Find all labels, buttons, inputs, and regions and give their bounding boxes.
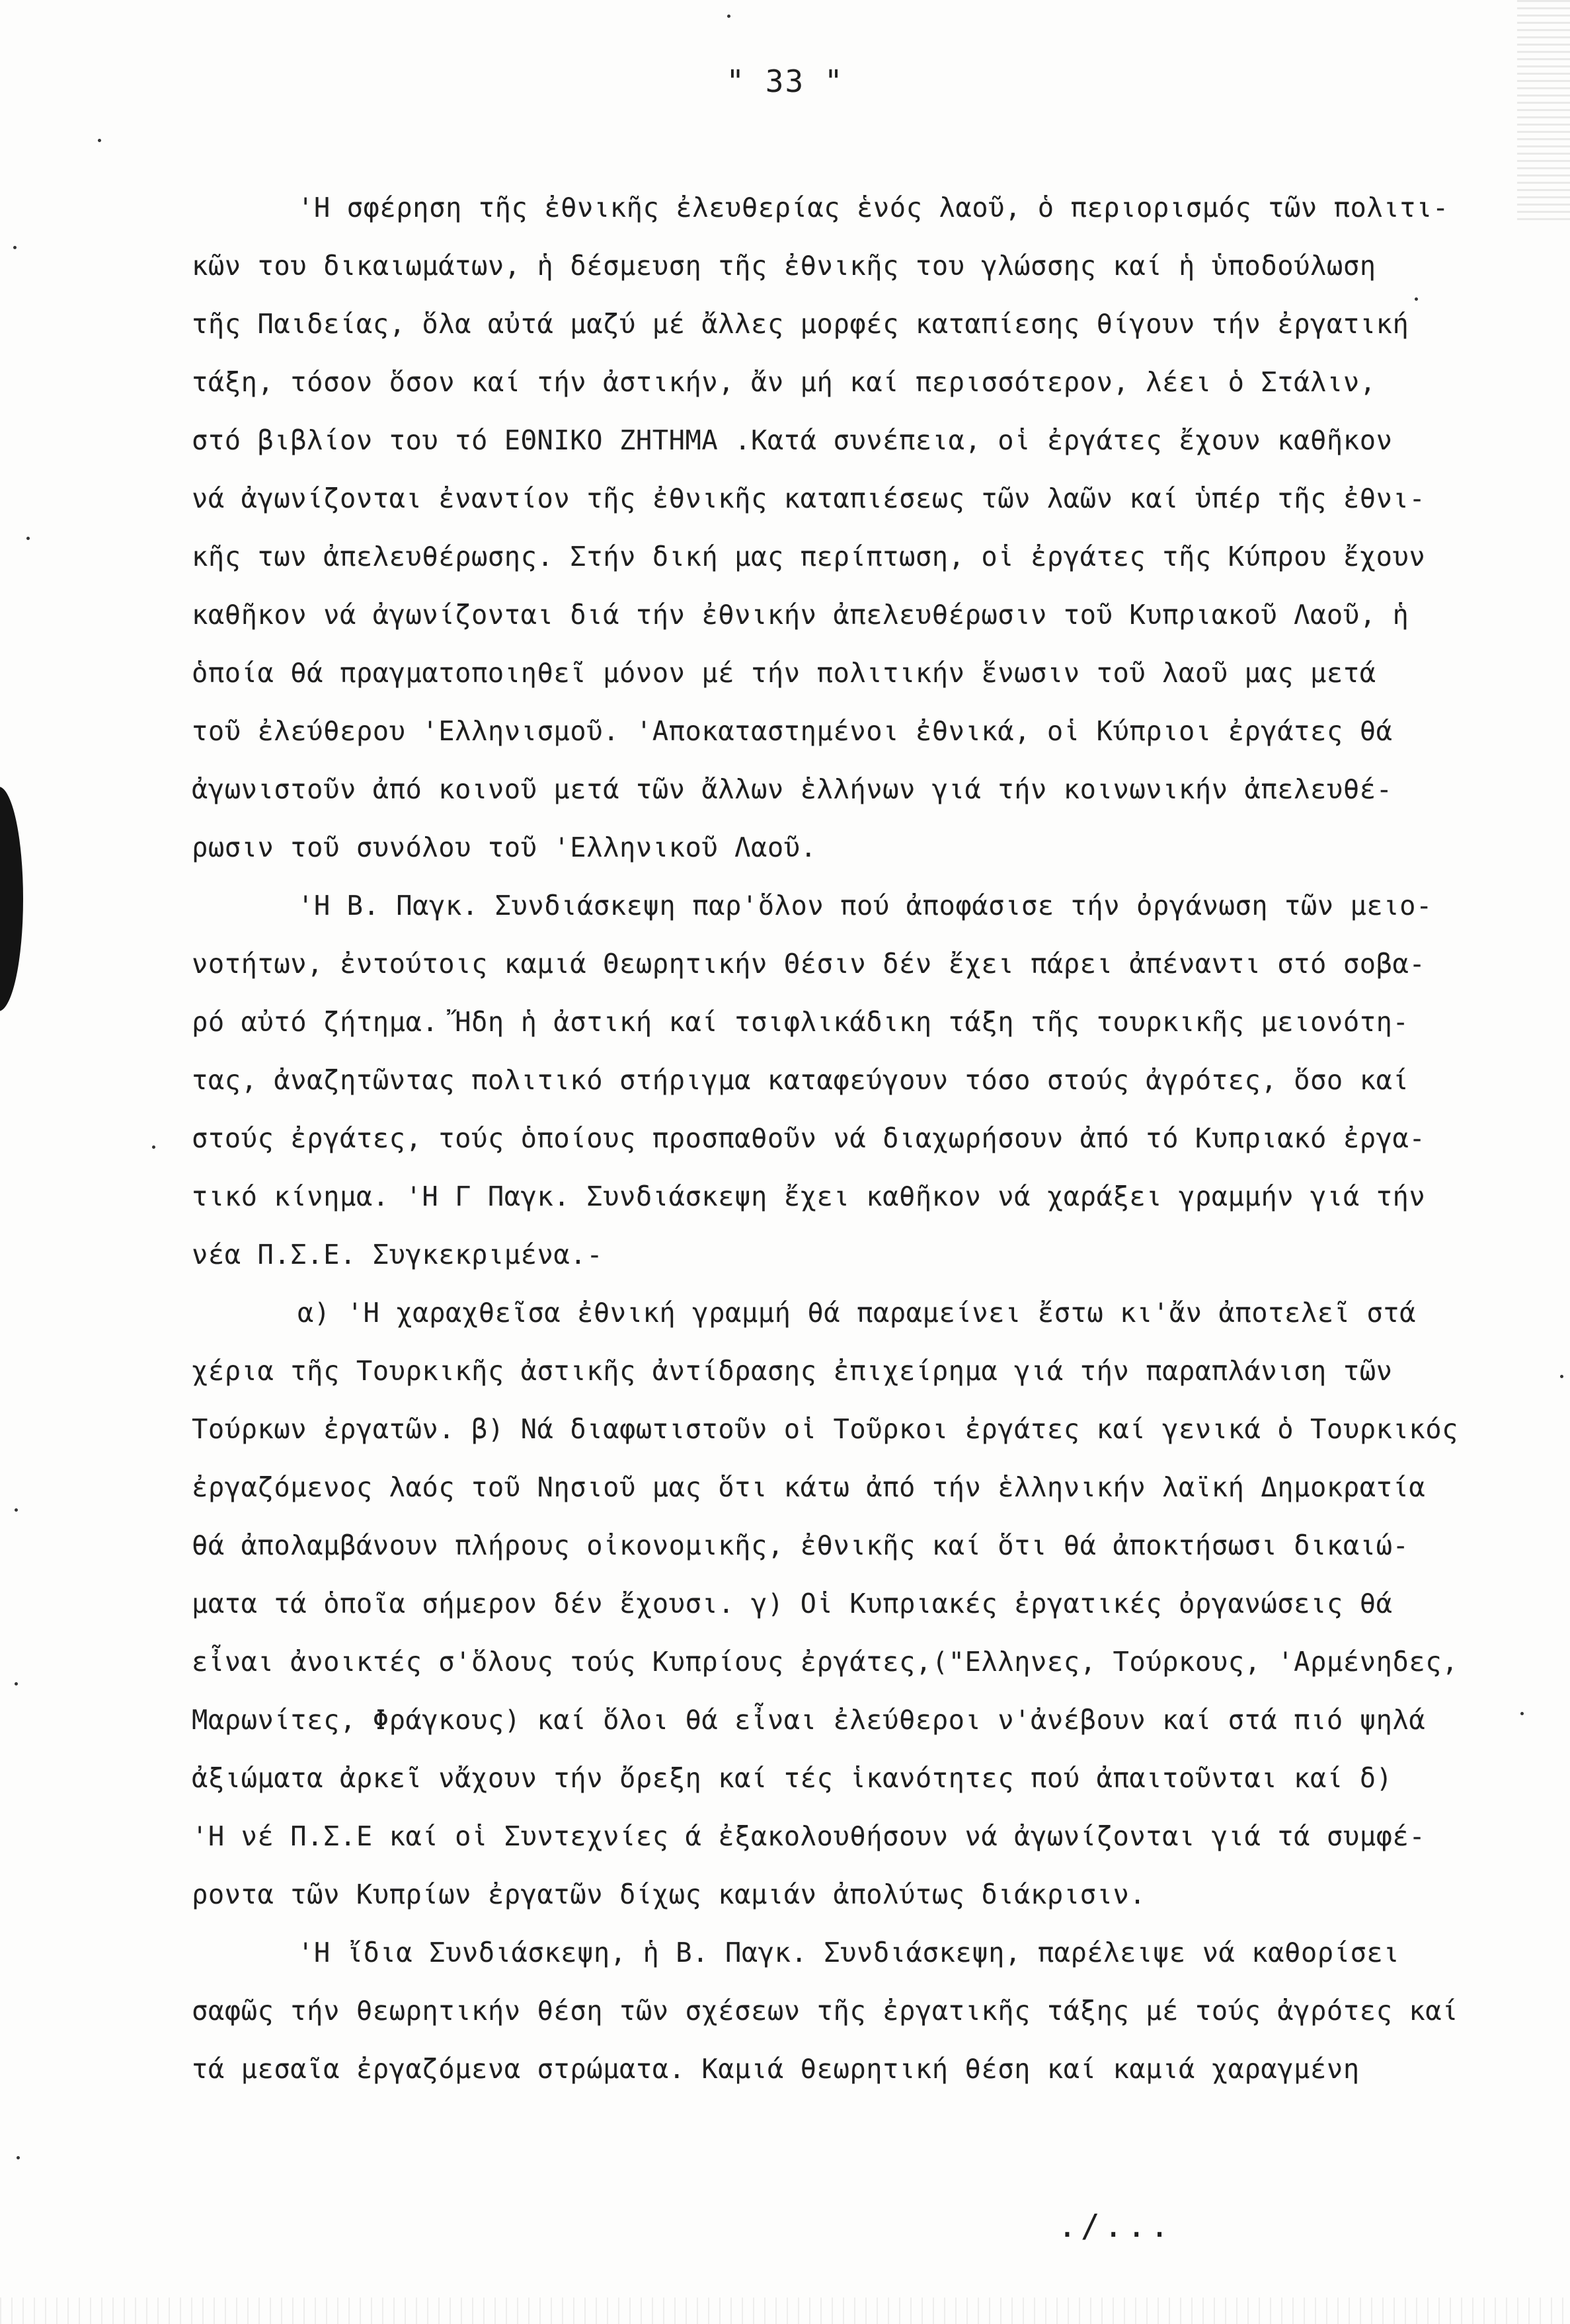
scan-edge-noise (1517, 0, 1570, 225)
text-line: τικό κίνημα. 'Η Γ Παγκ. Συνδιάσκεψη ἔχει καθῆκον νά χαράξει γραμμήν γιά τήν (192, 1181, 1426, 1212)
text-line: Τούρκων ἐργατῶν. β) Νά διαφωτιστοῦν οἱ Τοῦρκοι ἐργάτες καί γενικά ὁ Τουρκικός (192, 1413, 1458, 1445)
paragraph-minorities (192, 876, 1501, 1284)
text-line: νοτήτων, ἐντούτοις καμιά Θεωρητικήν Θέσιν δέν ἔχει πάρει ἀπέναντι στό σοβα- (192, 948, 1426, 980)
scan-speck (17, 2156, 20, 2159)
text-line: ἐργαζόμενος λαός τοῦ Νησιοῦ μας ὅτι κάτω ἀπό τήν ἑλληνικήν λαϊκή Δημοκρατία (192, 1471, 1426, 1503)
text-line: τάξη, τόσον ὅσον καί τήν ἀστικήν, ἄν μή καί περισσότερον, λέει ὁ Στάλιν, (192, 366, 1376, 398)
text-line: καθῆκον νά ἀγωνίζονται διά τήν ἐθνικήν ἀπελευθέρωσιν τοῦ Κυπριακοῦ Λαοῦ, ἡ (192, 599, 1409, 631)
text-line: 'Η Β. Παγκ. Συνδιάσκεψη παρ'ὅλον πού ἀποφάσισε τήν ὀργάνωση τῶν μειο- (297, 890, 1433, 921)
text-line: κῆς των ἀπελευθέρωσης. Στήν δική μας περίπτωση, οἱ ἐργάτες τῆς Κύπρου ἔχουν (192, 541, 1426, 572)
text-line: ὁποία θά πραγματοποιηθεῖ μόνον μέ τήν πολιτικήν ἕνωσιν τοῦ λαοῦ μας μετά (192, 657, 1376, 689)
text-line: νά ἀγωνίζονται ἐναντίον τῆς ἐθνικῆς καταπιέσεως τῶν λαῶν καί ὑπέρ τῆς ἐθνι- (192, 483, 1426, 514)
text-line: εἶναι ἀνοικτές σ'ὅλους τούς Κυπρίους ἐργάτες,("Ελληνες, Τούρκους, 'Αρμένηδες, (192, 1646, 1458, 1678)
paragraph-national-freedom (192, 178, 1501, 876)
text-line: 'Η σφέρηση τῆς ἐθνικῆς ἐλευθερίας ἑνός λαοῦ, ὁ περιορισμός τῶν πολιτι- (297, 192, 1449, 223)
text-line: στούς ἐργάτες, τούς ὁποίους προσπαθοῦν νά διαχωρήσουν ἀπό τό Κυπριακό ἐργα- (192, 1122, 1426, 1154)
text-line: χέρια τῆς Τουρκικῆς ἀστικῆς ἀντίδρασης ἐπιχείρημα γιά τήν παραπλάνιση τῶν (192, 1355, 1393, 1387)
scan-speck (15, 1508, 18, 1512)
text-line: Μαρωνίτες, Φράγκους) καί ὅλοι θά εἶναι ἐλεύθεροι ν'ἀνέβουν καί στά πιό ψηλά (192, 1704, 1426, 1736)
text-line: τας, ἀναζητῶντας πολιτικό στήριγμα καταφεύγουν τόσο στούς ἀγρότες, ὅσο καί (192, 1064, 1409, 1096)
page-number: " 33 " (726, 63, 844, 99)
scan-speck (1520, 1712, 1524, 1715)
ink-blot (0, 787, 23, 1011)
scan-speck (1560, 1375, 1563, 1378)
paragraph-class-relations (192, 1923, 1501, 2098)
text-line: τῆς Παιδείας, ὅλα αὐτά μαζύ μέ ἄλλες μορφές καταπίεσης θίγουν τήν ἐργατική (192, 308, 1409, 340)
text-line: στό βιβλίον του τό ΕΘΝΙΚΟ ΖΗΤΗΜΑ .Κατά συνέπεια, οἱ ἐργάτες ἔχουν καθῆκον (192, 424, 1393, 456)
scan-speck (152, 1145, 155, 1149)
paragraph-numbered-points (192, 1284, 1501, 1923)
scan-speck (15, 1682, 18, 1685)
scan-speck (26, 537, 30, 540)
body-text (192, 178, 1501, 2098)
text-line: νέα Π.Σ.Ε. Συγκεκριμένα.- (192, 1239, 604, 1270)
text-line: ρό αὐτό ζήτημα. Ἤδη ἡ ἀστική καί τσιφλικάδικη τάξη τῆς τουρκικῆς μειονότη- (192, 1006, 1409, 1038)
text-line: ἀξιώματα ἀρκεῖ νἄχουν τήν ὄρεξη καί τές ἱκανότητες πού ἀπαιτοῦνται καί δ) (192, 1762, 1393, 1794)
text-line: 'Η νέ Π.Σ.Ε καί οἱ Συντεχνίες ά ἐξακολουθήσουν νά ἀγωνίζονται γιά τά συμφέ- (192, 1820, 1426, 1852)
text-line: α) 'Η χαραχθεῖσα ἐθνική γραμμή θά παραμείνει ἔστω κι'ἄν ἀποτελεῖ στά (297, 1297, 1417, 1329)
scan-speck (98, 139, 101, 142)
continuation-mark: ./... (1058, 2208, 1173, 2245)
text-line: σαφῶς τήν θεωρητικήν θέση τῶν σχέσεων τῆς ἐργατικῆς τάξης μέ τούς ἀγρότες καί (192, 1995, 1458, 2027)
scan-speck (727, 15, 730, 18)
text-line: 'Η ἴδια Συνδιάσκεψη, ἡ Β. Παγκ. Συνδιάσκεψη, παρέλειψε νά καθορίσει (297, 1937, 1400, 1968)
text-line: θά ἀπολαμβάνουν πλήρους οἰκονομικῆς, ἐθνικῆς καί ὅτι θά ἀποκτήσωσι δικαιώ- (192, 1530, 1409, 1561)
text-line: τοῦ ἐλεύθερου 'Ελληνισμοῦ. 'Αποκαταστημένοι ἐθνικά, οἱ Κύπριοι ἐργάτες θά (192, 715, 1393, 747)
text-line: ματα τά ὁποῖα σήμερον δέν ἔχουσι. γ) Οἱ Κυπριακές ἐργατικές ὀργανώσεις θά (192, 1588, 1393, 1619)
scan-bottom-noise (0, 2298, 1570, 2324)
text-line: ρωσιν τοῦ συνόλου τοῦ 'Ελληνικοῦ Λαοῦ. (192, 832, 817, 863)
text-line: ἀγωνιστοῦν ἀπό κοινοῦ μετά τῶν ἄλλων ἑλλήνων γιά τήν κοινωνικήν ἀπελευθέ- (192, 773, 1393, 805)
text-line: ροντα τῶν Κυπρίων ἐργατῶν δίχως καμιάν ἀπολύτως διάκρισιν. (192, 1879, 1146, 1910)
scan-speck (13, 246, 17, 249)
text-line: κῶν του δικαιωμάτων, ἡ δέσμευση τῆς ἐθνικῆς του γλώσσης καί ἡ ὑποδούλωση (192, 250, 1376, 282)
text-line: τά μεσαῖα ἐργαζόμενα στρώματα. Καμιά θεωρητική θέση καί καμιά χαραγμένη (192, 2053, 1360, 2085)
